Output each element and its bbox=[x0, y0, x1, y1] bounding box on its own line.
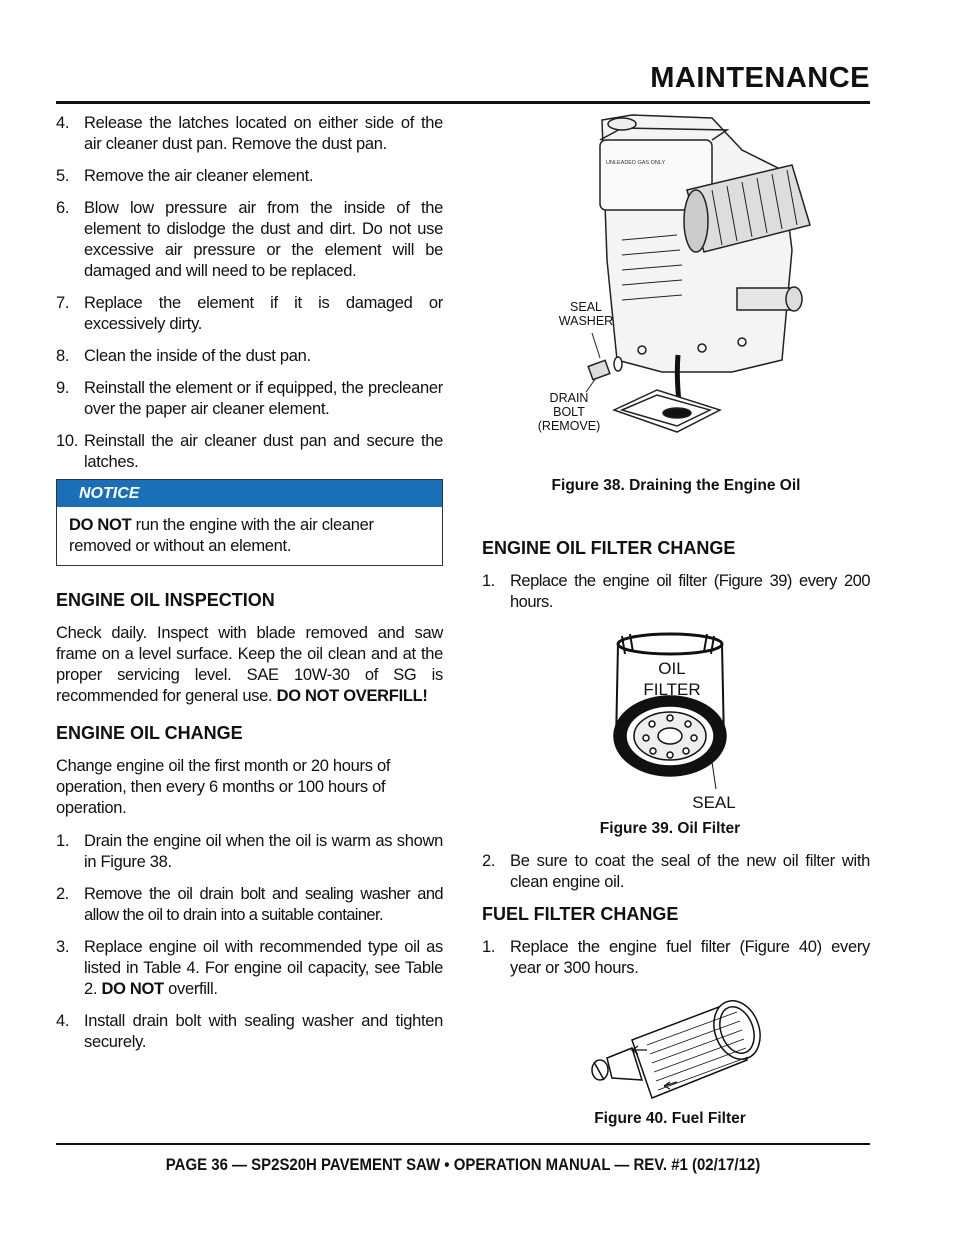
list-item: 1. Replace the engine oil filter (Figure 39) every 200 hours. bbox=[482, 572, 870, 611]
figure-38-caption: Figure 38. Draining the Engine Oil bbox=[551, 477, 801, 494]
header-rule bbox=[56, 101, 870, 104]
air-cleaner-steps bbox=[56, 113, 443, 473]
unleaded-label: UNLEADED GAS ONLY bbox=[606, 160, 666, 166]
list-item: 1. Replace the engine fuel filter (Figure 40) every year or 300 hours. bbox=[482, 938, 870, 977]
oil-change-intro: Change engine oil the first month or 20 hours of operation, then every 6 months or 100 hours of operation. bbox=[56, 757, 391, 817]
oil-filter-illustration bbox=[482, 624, 870, 804]
page-title: MAINTENANCE bbox=[650, 62, 870, 94]
figure-39-caption: Figure 39. Oil Filter bbox=[599, 820, 741, 837]
left-column bbox=[56, 113, 443, 1064]
list-item: 2. Remove the oil drain bolt and sealing washer and allow the oil to drain into a suitable container. bbox=[56, 885, 443, 924]
list-item: 7. Replace the element if it is damaged or excessively dirty. bbox=[56, 294, 443, 333]
oil-inspection-text: Check daily. Inspect with blade removed and saw frame on a level surface. Keep the oil clean and at the proper servicing level. SAE 10W-30 of SG is recommended for general use. DO NOT OVERFILL! bbox=[56, 624, 443, 705]
notice-body: DO NOT run the engine with the air cleaner removed or without an element. bbox=[69, 516, 374, 555]
oil-filter-label: OIL FILTER bbox=[643, 659, 701, 699]
section-heading-filter-change: ENGINE OIL FILTER CHANGE bbox=[482, 538, 736, 558]
drain-bolt-label: DRAIN BOLT (REMOVE) bbox=[537, 391, 601, 433]
notice-box bbox=[56, 479, 443, 566]
right-column bbox=[482, 110, 870, 1129]
list-item: 1. Drain the engine oil when the oil is warm as shown in Figure 38. bbox=[56, 832, 443, 871]
filter-step-1 bbox=[482, 571, 870, 613]
list-item: 4. Install drain bolt with sealing washer and tighten securely. bbox=[56, 1012, 443, 1051]
figure-38 bbox=[482, 110, 870, 494]
fuel-filter-steps bbox=[482, 937, 870, 979]
figure-40 bbox=[482, 990, 870, 1110]
seal-label: SEAL bbox=[692, 793, 736, 812]
list-item: 10. Reinstall the air cleaner dust pan and secure the latches. bbox=[56, 432, 443, 471]
list-item: 9. Reinstall the element or if equipped, the precleaner over the paper air cleaner element. bbox=[56, 379, 443, 418]
notice-label: NOTICE bbox=[57, 480, 442, 507]
list-item: 3. Replace engine oil with recommended type oil as listed in Table 4. For engine oil capacity, see Table 2. DO NOT overfill. bbox=[56, 938, 443, 998]
list-item: 6. Blow low pressure air from the inside of the element to dislodge the dust and dirt. Do not use excessive air pressure or the element will be damaged and will need to be replaced. bbox=[56, 199, 443, 280]
list-item: 8. Clean the inside of the dust pan. bbox=[56, 347, 311, 365]
list-item: 2. Be sure to coat the seal of the new oil filter with clean engine oil. bbox=[482, 852, 870, 891]
seal-washer-label: SEAL WASHER bbox=[558, 300, 614, 328]
section-heading-fuel-filter: FUEL FILTER CHANGE bbox=[482, 904, 679, 924]
section-heading-oil-change: ENGINE OIL CHANGE bbox=[56, 723, 243, 743]
section-heading-oil-inspection: ENGINE OIL INSPECTION bbox=[56, 590, 275, 610]
footer-rule bbox=[56, 1143, 870, 1145]
list-item: 5. Remove the air cleaner element. bbox=[56, 167, 314, 185]
oil-change-steps bbox=[56, 831, 443, 1053]
figure-40-caption: Figure 40. Fuel Filter bbox=[594, 1110, 746, 1127]
filter-step-2 bbox=[482, 851, 870, 893]
list-item: 4. Release the latches located on either side of the air cleaner dust pan. Remove the dust pan. bbox=[56, 114, 443, 153]
figure-39 bbox=[482, 624, 870, 836]
page-footer: PAGE 36 — SP2S20H PAVEMENT SAW • OPERATION MANUAL — REV. #1 (02/17/12) bbox=[165, 1155, 761, 1174]
fuel-filter-illustration bbox=[482, 990, 870, 1102]
